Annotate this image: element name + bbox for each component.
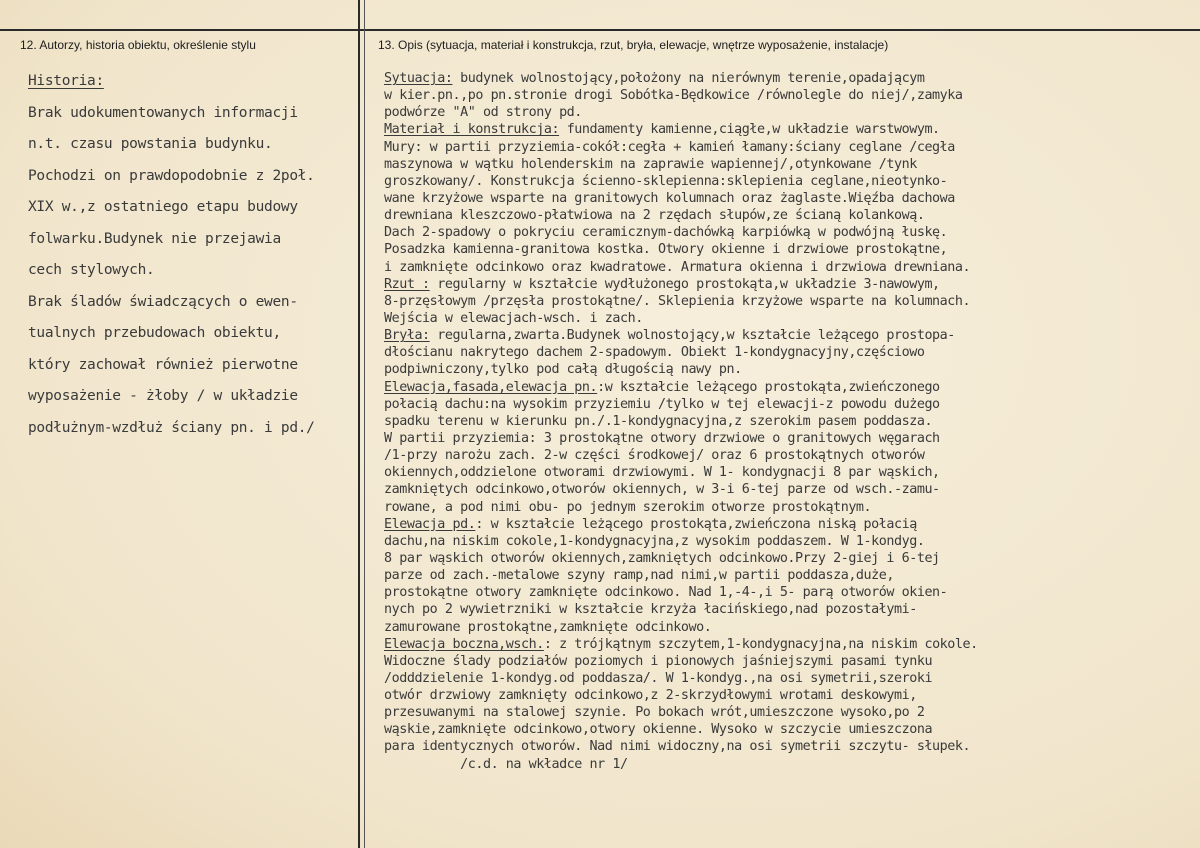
description-text: rowane, a pod nimi obu- po jednym szerokim otworze prostokątnym. bbox=[384, 499, 872, 515]
description-text: podpiwniczony,tylko pod całą długością nawy pn. bbox=[384, 362, 742, 378]
description-line bbox=[384, 276, 1194, 293]
description-text: groszkowany/. Konstrukcja ścienno-sklepienna:sklepienia ceglane,nieotynko- bbox=[384, 173, 948, 189]
description-text: Mury: w partii przyziemia-cokół:cegła + kamień łamany:ściany ceglane /cegła bbox=[384, 139, 955, 155]
history-line: wyposażenie - żłoby / w układzie bbox=[28, 388, 298, 404]
history-line: folwarku.Budynek nie przejawia bbox=[28, 230, 281, 247]
description-text: parze od zach.-metalowe szyny ramp,nad nimi,w partii poddasza,duże, bbox=[384, 568, 894, 584]
history-line: n.t. czasu powstania budynku. bbox=[28, 136, 273, 152]
description-text: regularny w kształcie wydłużonego prostokąta,w układzie 3-nawowym, bbox=[429, 276, 940, 292]
description-text: Posadzka kamienna-granitowa kostka. Otwory okienne i drzwiowe prostokątne, bbox=[384, 242, 948, 258]
history-line: który zachował również pierwotne bbox=[28, 356, 298, 373]
description-text: przesuwanymi na stalowej szynie. Po bokach wrót,umieszczone wysoko,po 2 bbox=[384, 705, 925, 721]
description-line bbox=[384, 87, 1194, 104]
column-divider bbox=[358, 0, 360, 848]
description-text: /odddzielenie 1-kondyg.od poddasza/. W 1-kondyg.,na osi symetrii,szeroki bbox=[384, 670, 933, 686]
history-column bbox=[28, 70, 358, 448]
description-line bbox=[384, 447, 1194, 464]
history-line: podłużnym-wzdłuż ściany pn. i pd./ bbox=[28, 419, 315, 436]
description-line bbox=[384, 738, 1194, 755]
description-line bbox=[384, 653, 1194, 670]
description-line bbox=[384, 310, 1194, 327]
description-text: podwórze "A" od strony pd. bbox=[384, 105, 582, 121]
section-label: Bryła: bbox=[384, 328, 430, 344]
description-text: połacią dachu:na wysokim przyziemiu /tylko w tej elewacji-z powodu dużego bbox=[384, 396, 940, 412]
description-line bbox=[384, 207, 1194, 224]
description-text: wane krzyżowe wsparte na granitowych kolumnach oraz żaglaste.Więźba dachowa bbox=[384, 190, 955, 206]
description-line bbox=[384, 464, 1194, 481]
description-text: fundamenty kamienne,ciągłe,w układzie warstwowym. bbox=[559, 122, 940, 138]
description-text: 8 par wąskich otworów okiennych,zamkniętych odcinkowo.Przy 2-giej i 6-tej bbox=[384, 550, 940, 566]
description-text: w kier.pn.,po pn.stronie drogi Sobótka-Będkowice /równolegle do niej/,zamyka bbox=[384, 88, 963, 104]
section-13-header: 13. Opis (sytuacja, materiał i konstrukcja, rzut, bryła, elewacje, wnętrze wyposażenie, instalacje) bbox=[378, 38, 889, 52]
description-line bbox=[384, 259, 1194, 276]
description-line bbox=[384, 139, 1194, 156]
description-line bbox=[384, 379, 1194, 396]
description-text: dachu,na niskim cokole,1-kondygnacyjna,z wysokim poddaszem. W 1-kondyg. bbox=[384, 533, 925, 549]
description-line bbox=[384, 550, 1194, 567]
description-text: drewniana kleszczowo-płatwiowa na 2 rzędach słupów,ze ścianą kolankową. bbox=[384, 208, 925, 224]
description-text: Dach 2-spadowy o pokryciu ceramicznym-dachówką karpiówką w podwójną łuskę. bbox=[384, 225, 948, 241]
description-text: wąskie,zamknięte odcinkowo,otwory okienne. Wysoko w szczycie umieszczona bbox=[384, 722, 933, 738]
section-label: Elewacja boczna,wsch. bbox=[384, 636, 544, 652]
description-line bbox=[384, 327, 1194, 344]
section-label: Rzut : bbox=[384, 276, 430, 292]
history-line: XIX w.,z ostatniego etapu budowy bbox=[28, 199, 298, 215]
description-line bbox=[384, 104, 1194, 121]
section-label: Sytuacja: bbox=[384, 71, 453, 86]
description-line bbox=[384, 361, 1194, 378]
section-12-header: 12. Autorzy, historia obiektu, określenie stylu bbox=[20, 38, 256, 52]
history-heading: Historia: bbox=[28, 73, 104, 89]
description-text: regularna,zwarta.Budynek wolnostojący,w kształcie leżącego prostopa- bbox=[429, 328, 955, 344]
section-label: Elewacja pd. bbox=[384, 516, 476, 532]
description-line bbox=[384, 121, 1194, 138]
description-text: W partii przyziemia: 3 prostokątne otwory drzwiowe o granitowych węgarach bbox=[384, 430, 940, 446]
history-line: tualnych przebudowach obiektu, bbox=[28, 325, 281, 341]
description-text: zamkniętych odcinkowo,otworów okiennych, w 3-i 6-tej parze od wsch.-zamu- bbox=[384, 482, 940, 498]
description-line bbox=[384, 687, 1194, 704]
description-line bbox=[384, 533, 1194, 550]
description-line bbox=[384, 499, 1194, 516]
section-label: Materiał i konstrukcja: bbox=[384, 122, 560, 138]
description-text: otwór drzwiowy zamknięty odcinkowo,z 2-skrzydłowymi wrotami deskowymi, bbox=[384, 688, 917, 704]
description-text: nych po 2 wywietrzniki w kształcie krzyża łacińskiego,nad pozostałymi- bbox=[384, 602, 917, 618]
history-line: Brak udokumentowanych informacji bbox=[28, 104, 298, 121]
description-line bbox=[384, 241, 1194, 258]
description-line bbox=[384, 516, 1194, 533]
description-column bbox=[384, 70, 1194, 773]
description-line bbox=[384, 396, 1194, 413]
history-line: Pochodzi on prawdopodobnie z 2poł. bbox=[28, 167, 315, 184]
description-line bbox=[384, 70, 1194, 87]
description-text: /c.d. na wkładce nr 1/ bbox=[384, 756, 628, 772]
description-line bbox=[384, 584, 1194, 601]
description-line bbox=[384, 670, 1194, 687]
header-divider bbox=[0, 29, 1200, 31]
description-text: 8-przęsłowym /przęsła prostokątne/. Sklepienia krzyżowe wsparte na kolumnach. bbox=[384, 293, 971, 309]
description-text: okiennych,oddzielone otworami drzwiowymi. W 1- kondygnacji 8 par wąskich, bbox=[384, 465, 940, 481]
description-text: :w kształcie leżącego prostokąta,zwieńczonego bbox=[597, 379, 940, 395]
description-line bbox=[384, 721, 1194, 738]
description-line bbox=[384, 756, 1194, 773]
description-line bbox=[384, 601, 1194, 618]
description-text: Widoczne ślady podziałów poziomych i pionowych jaśniejszymi pasami tynku bbox=[384, 653, 933, 669]
description-text: budynek wolnostojący,położony na nierównym terenie,opadającym bbox=[452, 71, 925, 86]
description-line bbox=[384, 344, 1194, 361]
history-line: Brak śladów świadczących o ewen- bbox=[28, 293, 298, 310]
description-text: : w kształcie leżącego prostokąta,zwieńczona niską połacią bbox=[475, 516, 917, 532]
description-line bbox=[384, 704, 1194, 721]
description-text: maszynowa w wątku holenderskim na zaprawie wapiennej/,otynkowane /tynk bbox=[384, 156, 917, 172]
description-line bbox=[384, 224, 1194, 241]
description-text: spadku terenu w kierunku pn./.1-kondygnacyjna,z szerokim pasem poddasza. bbox=[384, 413, 933, 429]
description-line bbox=[384, 636, 1194, 653]
description-line bbox=[384, 430, 1194, 447]
description-line bbox=[384, 567, 1194, 584]
description-line bbox=[384, 190, 1194, 207]
description-line bbox=[384, 619, 1194, 636]
description-text: zamurowane prostokątne,zamknięte odcinkowo. bbox=[384, 619, 712, 635]
description-line bbox=[384, 173, 1194, 190]
description-line bbox=[384, 481, 1194, 498]
description-text: prostokątne otwory zamknięte odcinkowo. Nad 1,-4-,i 5- parą otworów okien- bbox=[384, 585, 948, 601]
description-line bbox=[384, 413, 1194, 430]
description-text: : z trójkątnym szczytem,1-kondygnacyjna,na niskim cokole. bbox=[543, 636, 978, 652]
history-line: cech stylowych. bbox=[28, 262, 155, 278]
section-label: Elewacja,fasada,elewacja pn. bbox=[384, 379, 598, 395]
column-divider-inner bbox=[364, 0, 365, 848]
description-text: i zamknięte odcinkowo oraz kwadratowe. Armatura okienna i drzwiowa drewniana. bbox=[384, 259, 971, 275]
description-line bbox=[384, 293, 1194, 310]
description-text: Wejścia w elewacjach-wsch. i zach. bbox=[384, 310, 643, 326]
description-text: dłościanu nakrytego dachem 2-spadowym. Obiekt 1-kondygnacyjny,częściowo bbox=[384, 345, 925, 361]
description-line bbox=[384, 156, 1194, 173]
description-text: para identycznych otworów. Nad nimi widoczny,na osi symetrii szczytu- słupek. bbox=[384, 739, 971, 755]
description-text: /1-przy narożu zach. 2-w części środkowej/ oraz 6 prostokątnych otworów bbox=[384, 448, 925, 464]
